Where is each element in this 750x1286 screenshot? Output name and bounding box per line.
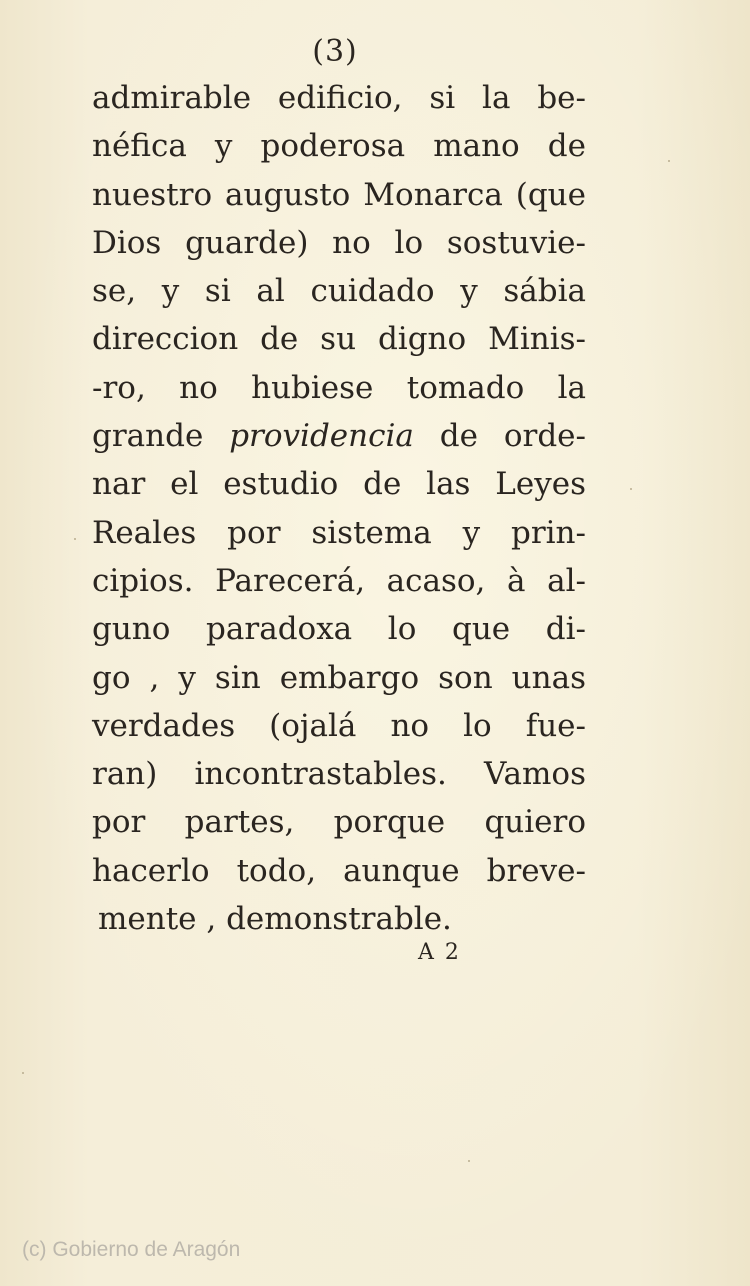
text-line: go , y sin embargo son unas xyxy=(92,659,586,696)
text-line: hacerlo todo, aunque breve- xyxy=(92,852,586,889)
text-line: cipios. Parecerá, acaso, à al- xyxy=(92,562,586,599)
text-line: -ro, no hubiese tomado la xyxy=(92,369,586,406)
text-line: se, y si al cuidado y sábia xyxy=(92,273,586,310)
text-line: ran) incontrastables. Vamos xyxy=(92,756,586,793)
paper-speck xyxy=(630,488,632,490)
body-text xyxy=(92,74,586,943)
text-line: néfica y poderosa mano de xyxy=(92,128,586,165)
text-line: nuestro augusto Monarca (que xyxy=(92,176,586,213)
copyright-watermark: (c) Gobierno de Aragón xyxy=(22,1238,241,1261)
text-line: direccion de su digno Minis- xyxy=(92,321,586,358)
text-line-with-italic xyxy=(92,412,586,460)
text-line: Dios guarde) no lo sostuvie- xyxy=(92,224,586,261)
text-line: por partes, porque quiero xyxy=(92,804,586,841)
paper-speck xyxy=(74,538,76,540)
page-number: (3) xyxy=(312,34,358,69)
paper-speck xyxy=(468,1160,470,1162)
text-line: guno paradoxa lo que di- xyxy=(92,611,586,648)
signature-mark: A 2 xyxy=(418,940,461,965)
italic-word: providencia xyxy=(229,418,414,455)
text-segment: grande xyxy=(92,418,230,455)
text-line: admirable edificio, si la be- xyxy=(92,80,586,116)
text-line: verdades (ojalá no lo fue- xyxy=(92,707,586,744)
text-line: Reales por sistema y prin- xyxy=(92,514,586,551)
paper-speck xyxy=(668,160,670,162)
text-line-last: mente , demonstrable. xyxy=(98,901,452,938)
text-segment: de orde- xyxy=(413,418,587,455)
text-line: nar el estudio de las Leyes xyxy=(92,466,586,503)
paper-speck xyxy=(22,1072,24,1074)
